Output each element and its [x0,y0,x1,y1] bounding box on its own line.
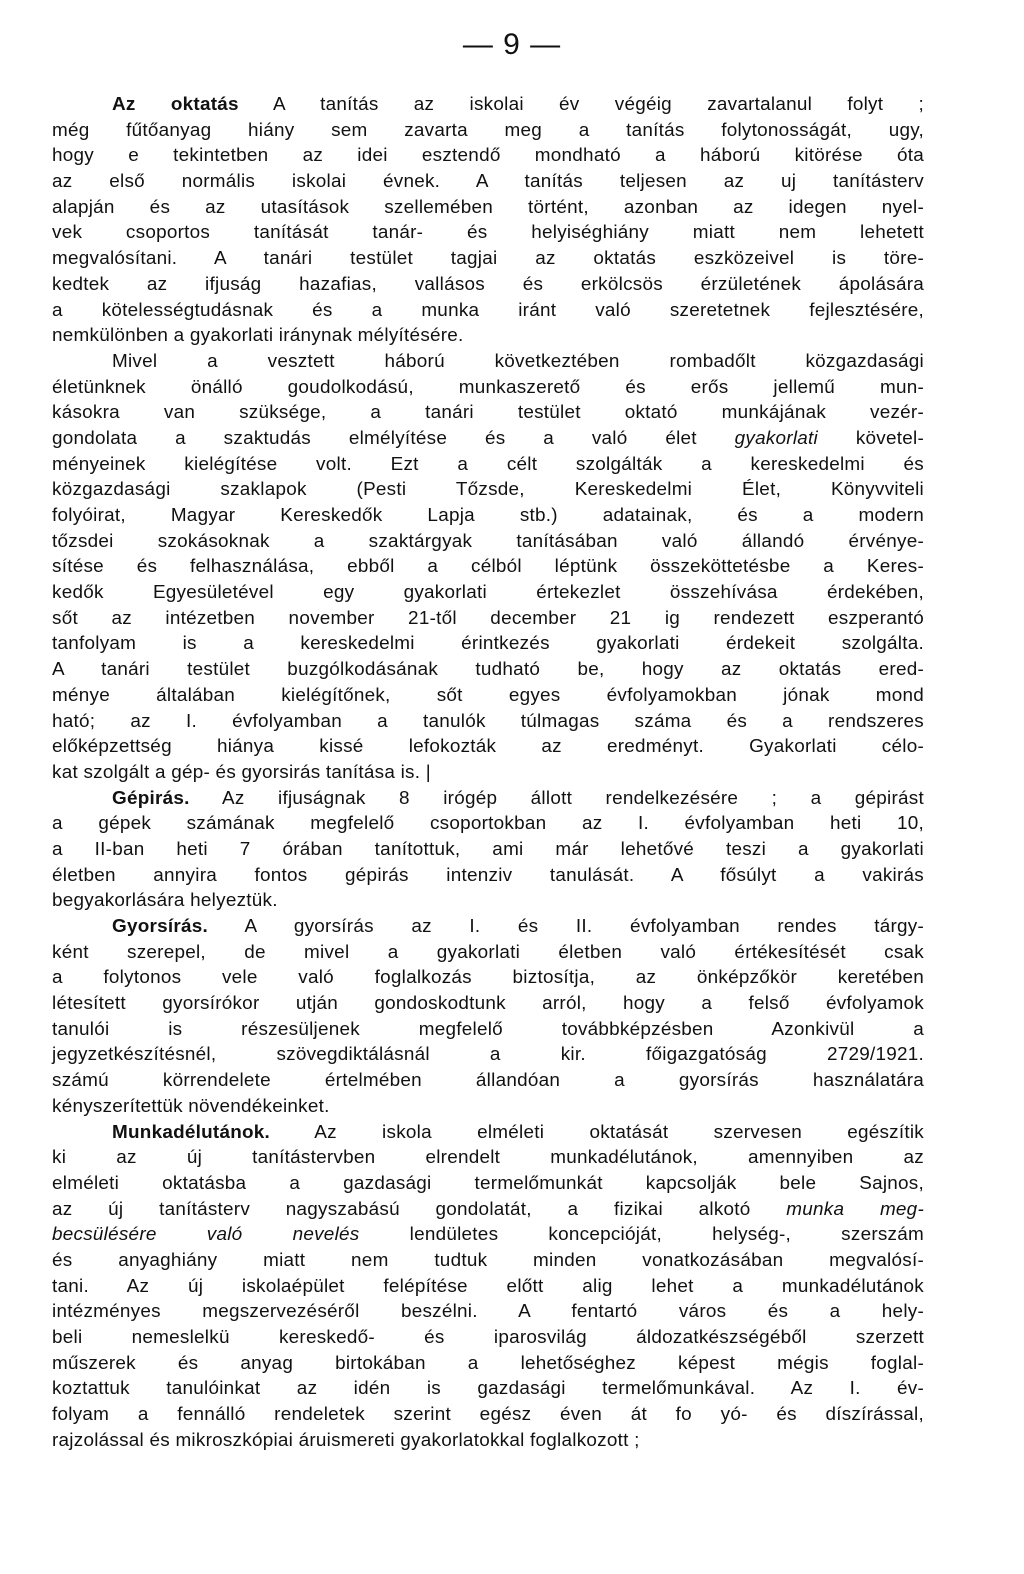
text-line [52,811,924,837]
paragraph-mivel [52,349,924,786]
text-line [52,323,924,349]
text-run: a folytonos vele való foglalkozás biztosítja, az önképzőkör keretében [52,967,924,989]
text-run: folyam a fennálló rendeletek szerint egész éven át fo yó- és díszírással, [52,1404,924,1426]
text-run: közgazdasági szaklapok (Pesti Tőzsde, Kereskedelmi Élet, Könyvviteli [52,479,924,501]
text-line [52,529,924,555]
text-run: műszerek és anyag birtokában a lehetőséghez képest mégis foglal- [52,1352,924,1374]
text-line [52,606,924,632]
text-line [52,477,924,503]
text-line [52,246,924,272]
section-heading: Gyorsírás. [112,916,208,937]
text-run: előképzettség hiánya kissé lefokozták az eredményt. Gyakorlati célo- [52,736,924,758]
text-line [52,426,924,452]
text-line [52,143,924,169]
text-line [52,1376,924,1402]
text-run: alapján és az utasítások szellemében történt, azonban az idegen nyel- [52,196,924,218]
text-run: koztattuk tanulóinkat az idén is gazdasági termelőmunkával. Az I. év- [52,1378,924,1400]
text-line [52,1120,924,1146]
text-line [52,965,924,991]
text-line [52,709,924,735]
text-run: folyóirat, Magyar Kereskedők Lapja stb.) adatainak, és a modern [52,505,924,526]
paragraph-oktatas [52,92,924,349]
text-run: rajzolással és mikroszkópiai áruismereti gyakorlatokkal foglalkozott ; [52,1429,640,1451]
text-run: kedők Egyesületével egy gyakorlati értekezlet összehívása érdekében, [52,582,924,604]
text-line [52,1274,924,1300]
text-line [52,580,924,606]
text-line [52,1299,924,1325]
text-run: életünknek önálló goudolkodású, munkaszerető és erős jellemű mun- [52,376,924,398]
text-line [52,683,924,709]
text-line [52,1222,924,1248]
text-line [52,1094,924,1120]
text-line [52,272,924,298]
text-line [52,554,924,580]
text-line [52,1402,924,1428]
text-line [52,1197,924,1223]
text-run: tanfolyam is a kereskedelmi érintkezés gyakorlati érdekeit szolgálta. [52,633,924,655]
text-line [52,92,924,118]
text-run: sőt az intézetben november 21-től december 21 ig rendezett eszperantó [52,607,924,629]
text-run: kásokra van szüksége, a tanári testület oktató munkájának vezér- [52,402,924,424]
text-run: elméleti oktatásba a gazdasági termelőmunkát kapcsolják bele Sajnos, [52,1172,924,1194]
text-run: vek csoportos tanítását tanár- és helyiséghiány miatt nem lehetett [52,222,924,244]
text-line [52,400,924,426]
text-run: a kötelességtudásnak és a munka iránt való szeretetnek fejlesztésére, [52,299,924,321]
text-line [52,220,924,246]
italic-text-run: becsülésére való nevelés [52,1224,360,1246]
text-line [52,1248,924,1274]
text-line [52,734,924,760]
text-run: Mivel a vesztett háború következtében rombadőlt közgazdasági [112,350,924,372]
text-run: ménye általában kielégítőnek, sőt egyes évfolyamokban jónak mond [52,684,924,706]
text-line [52,991,924,1017]
text-line [52,1171,924,1197]
text-line [52,349,924,375]
text-run: beli nemeslelkü kereskedő- és iparosvilág áldozatkészségéből szerzett [52,1327,924,1348]
text-run: gondolata a szaktudás elmélyítése és a való élet [52,427,735,449]
text-run: Az ifjuságnak 8 irógép állott rendelkezésére ; a gépirást [189,787,924,809]
text-line [52,631,924,657]
text-run: megvalósítani. A tanári testület tagjai az oktatás eszközeivel is törе- [52,248,924,270]
text-run: A tanítás az iskolai év végéig zavartalanul folyt ; [238,94,925,115]
text-run: hogy e tekintetben az idei esztendő mondható a háború kitörése óta [52,145,924,167]
text-line [52,760,924,786]
italic-text-run: gyakorlati [734,427,818,449]
text-line [52,837,924,863]
text-run: követel- [818,427,924,449]
text-line [52,1325,924,1351]
text-run: és anyaghiány miatt nem tudtuk minden vonatkozásában megvalósí- [52,1249,924,1271]
text-line [52,1068,924,1094]
text-run: A tanári testület buzgólkodásának tudható be, hogy az oktatás ered- [52,659,924,681]
text-line [52,914,924,940]
text-line [52,657,924,683]
paragraph-gepiras [52,786,924,914]
page-number: — 9 — [462,28,562,61]
text-line [52,195,924,221]
text-run: A gyorsírás az I. és II. évfolyamban rendes tárgy- [207,916,924,937]
section-heading: Gépirás. [112,787,190,809]
section-heading: Az oktatás [112,94,239,115]
text-line [52,1145,924,1171]
text-line [52,1042,924,1068]
text-run: ményeinek kielégítése volt. Ezt a célt szolgálták a kereskedelmi és [52,453,924,475]
text-run: a II-ban heti 7 órában tanítottuk, ami már lehetővé teszi a gyakorlati [52,838,924,860]
text-run: lendületes koncepcióját, helység-, szerszám [359,1224,924,1246]
text-line [52,863,924,889]
text-run: létesített gyorsírókor utján gondoskodtunk arról, hogy a felső évfolyamok [52,993,924,1015]
text-run: jegyzetkészítésnél, szövegdiktálásnál a kir. főigazgatóság 2729/1921. [52,1044,924,1066]
italic-text-run: munka meg- [786,1198,924,1220]
text-run: nemkülönben a gyakorlati iránynak mélyítésére. [52,325,464,347]
text-line [52,169,924,195]
text-line [52,940,924,966]
body-text [52,92,924,1453]
text-line [52,1428,924,1454]
paragraph-gyorsiras [52,914,924,1120]
text-run: a gépek számának megfelelő csoportokban az I. évfolyamban heti 10, [52,813,924,835]
text-run: ki az új tanítástervben elrendelt munkadélutánok, amennyiben az [52,1147,924,1169]
text-run: begyakorlására helyeztük. [52,890,278,912]
text-run: sítése és felhasználása, ebből a célból léptünk összeköttetésbe a Keres- [52,556,924,578]
text-line [52,1017,924,1043]
text-run: számú körrendelete értelmében állandóan a gyorsírás használatára [52,1070,924,1092]
text-run: kat szolgált a gép- és gyorsirás tanítása is. | [52,761,431,783]
text-run: ható; az I. évfolyamban a tanulók túlmagas száma és a rendszeres [52,710,924,732]
text-run: még fűtőanyag hiány sem zavarta meg a tanítás folytonosságát, ugy, [52,119,924,141]
text-run: életben annyira fontos gépirás intenziv tanulását. A fősúlyt a vakirás [52,864,924,886]
text-run: ként szerepel, de mivel a gyakorlati életben való értékesítését csak [52,941,924,963]
text-run: az első normális iskolai évnek. A tanítás teljesen az uj tanításterv [52,171,924,193]
text-line [52,1351,924,1377]
paragraph-munkadelutanok [52,1120,924,1454]
text-run: tani. Az új iskolaépület felépítése előtt alig lehet a munkadélutánok [52,1275,924,1297]
text-line [52,888,924,914]
text-line [52,298,924,324]
text-line [52,118,924,144]
text-run: intézményes megszervezéséről beszélni. A fentartó város és a hely- [52,1301,924,1323]
text-run: az új tanításterv nagyszabású gondolatát, a fizikai alkotó [52,1198,787,1220]
text-line [52,375,924,401]
text-run: Az iskola elméleti oktatását szervesen egészítik [270,1121,924,1143]
text-run: kedtek az ifjuság hazafias, vallásos és erkölcsös érzületének ápolására [52,273,924,295]
text-line [52,503,924,529]
text-run: tanulói is részesüljenek megfelelő továbbképzésben Azonkivül a [52,1018,924,1040]
text-run: tőzsdei szokásoknak a szaktárgyak tanításában való állandó érvénye- [52,530,924,552]
section-heading: Munkadélutánok. [112,1121,271,1143]
text-line [52,452,924,478]
text-run: kényszerítettük növendékeinket. [52,1095,330,1117]
text-line [52,786,924,812]
